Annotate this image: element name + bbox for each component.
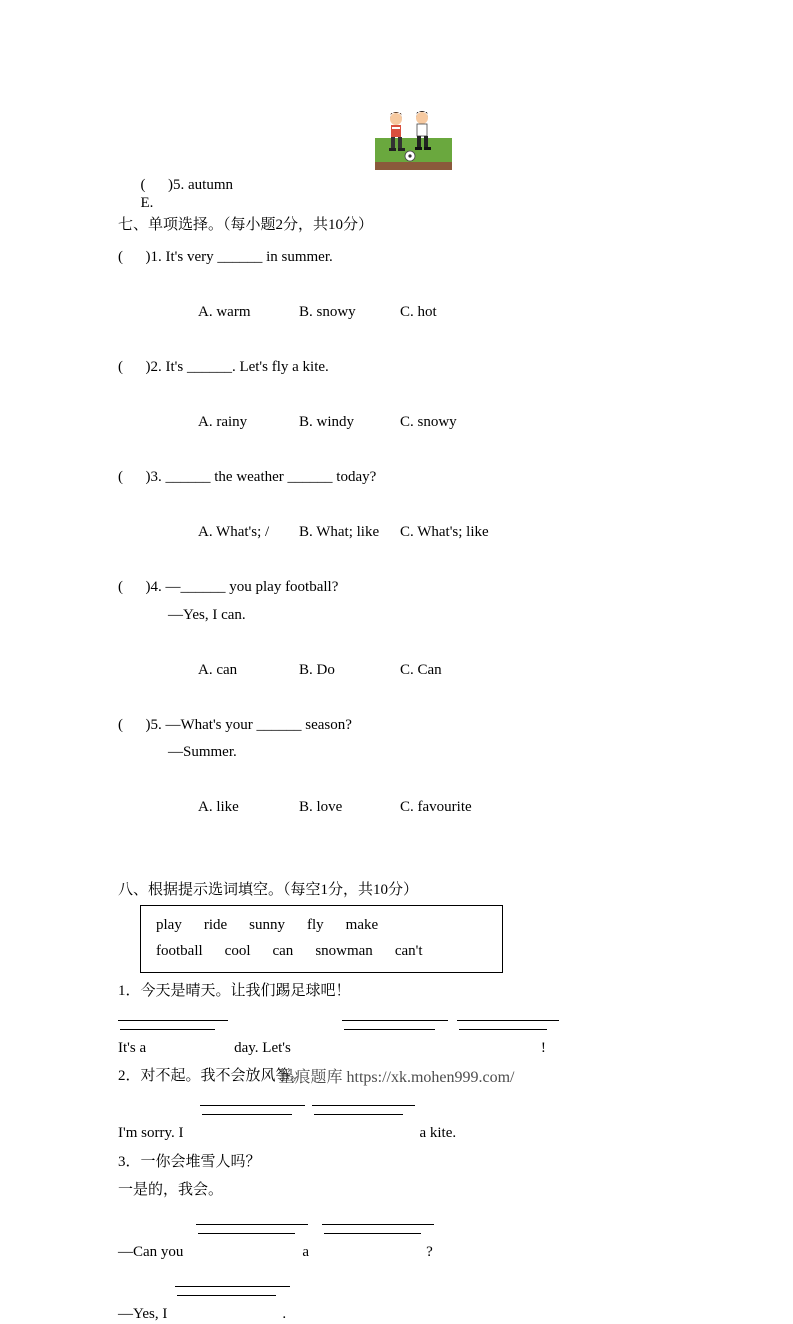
matching-option-e-label: E. bbox=[140, 195, 154, 211]
word-bank-word: snowman bbox=[315, 943, 373, 959]
section8-title: 八、根据提示选词填空。（每空1分，共10分） bbox=[118, 882, 419, 898]
word-bank-word: play bbox=[156, 917, 182, 933]
item3-sentence1-part2: a bbox=[302, 1244, 310, 1260]
answer-blank bbox=[200, 1096, 305, 1115]
q2-option-a: A. rainy bbox=[198, 414, 248, 430]
item3-sentence-2 bbox=[118, 1304, 693, 1324]
item1-sentence-part2: day. Let's bbox=[234, 1040, 291, 1056]
q5-option-b: B. love bbox=[299, 799, 343, 815]
word-bank-word: make bbox=[345, 917, 379, 933]
q3-option-a: A. What's; / bbox=[198, 524, 270, 540]
q1-option-b: B. snowy bbox=[299, 304, 356, 320]
q4-stem: ( )4. —______ you play football? bbox=[118, 579, 339, 595]
q4-option-b: B. Do bbox=[299, 661, 335, 678]
item2-answer-blanks bbox=[200, 1096, 693, 1115]
word-bank-word: cool bbox=[224, 943, 251, 959]
q1-option-c: C. hot bbox=[400, 304, 437, 320]
q3-option-c: C. What's; like bbox=[400, 524, 489, 540]
q4-option-a: A. can bbox=[198, 661, 238, 678]
q4-option-c: C. Can bbox=[400, 661, 442, 678]
section7-title: 七、单项选择。（每小题2分，共10分） bbox=[118, 217, 374, 233]
item1-answer-blanks bbox=[118, 1011, 693, 1030]
blank-line-top bbox=[200, 1096, 305, 1106]
q5-option-a: A. like bbox=[198, 799, 239, 815]
answer-blank bbox=[196, 1215, 308, 1234]
q3-stem: ( )3. ______ the weather ______ today? bbox=[118, 469, 377, 485]
word-bank-word: fly bbox=[307, 917, 324, 933]
q2-option-c: C. snowy bbox=[400, 414, 457, 430]
spacer bbox=[308, 1215, 322, 1234]
matching-item-5-text: ( )5. autumn bbox=[140, 177, 233, 193]
word-bank-word: sunny bbox=[249, 917, 285, 933]
blank-line-bottom bbox=[459, 1021, 547, 1030]
q4-options bbox=[118, 629, 693, 712]
q5-option-c: C. favourite bbox=[400, 799, 472, 815]
answer-blank bbox=[342, 1011, 448, 1030]
blank-line-top bbox=[196, 1215, 308, 1225]
word-bank-word: can't bbox=[394, 943, 423, 959]
blank-line-top bbox=[457, 1011, 559, 1021]
q1-option-a: A. warm bbox=[198, 304, 251, 320]
word-bank-word: can bbox=[272, 943, 294, 959]
kids-playing-football-image bbox=[375, 108, 452, 170]
word-bank-row-1 bbox=[156, 912, 502, 938]
blank-line-top bbox=[342, 1011, 448, 1021]
footer bbox=[0, 1068, 793, 1088]
item3-answer-blanks-2 bbox=[175, 1277, 693, 1296]
word-bank-word: football bbox=[156, 943, 203, 959]
q2-options bbox=[118, 382, 693, 465]
item1-sentence bbox=[118, 1038, 693, 1058]
item2-sentence-part1: I'm sorry. I bbox=[118, 1125, 184, 1141]
spacer bbox=[305, 1096, 312, 1115]
section7-questions bbox=[118, 244, 693, 849]
q2-stem: ( )2. It's ______. Let's fly a kite. bbox=[118, 359, 329, 375]
answer-blank bbox=[312, 1096, 415, 1115]
item3-sentence1-part1: —Can you bbox=[118, 1244, 184, 1260]
word-bank-word: ride bbox=[203, 917, 228, 933]
footer-site-text[interactable]: 墨痕题库 https://xk.mohen999.com/ bbox=[278, 1069, 515, 1086]
word-bank-box bbox=[140, 905, 503, 973]
item1-prompt: 1．今天是晴天。让我们踢足球吧！ bbox=[118, 983, 351, 999]
q2-option-b: B. windy bbox=[299, 414, 355, 430]
blank-line-bottom bbox=[177, 1287, 276, 1296]
blank-line-top bbox=[118, 1011, 228, 1021]
q3-options bbox=[118, 492, 693, 575]
blank-line-top bbox=[312, 1096, 415, 1106]
item1-sentence-part1: It's a bbox=[118, 1040, 147, 1056]
item3-sentence2-part2: . bbox=[282, 1306, 287, 1322]
q5-answer: —Summer. bbox=[168, 744, 237, 760]
item2-sentence-part2: a kite. bbox=[419, 1125, 457, 1141]
blank-line-bottom bbox=[314, 1106, 403, 1115]
spacer bbox=[228, 1011, 342, 1030]
item3-sentence2-part1: —Yes, I bbox=[118, 1306, 168, 1322]
blank-line-bottom bbox=[198, 1225, 294, 1234]
answer-blank bbox=[322, 1215, 434, 1234]
item3-sentence-1 bbox=[118, 1242, 693, 1262]
item2-sentence bbox=[118, 1123, 693, 1143]
blank-line-bottom bbox=[202, 1106, 292, 1115]
q3-option-b: B. What; like bbox=[299, 524, 380, 540]
item1-sentence-part3: ! bbox=[540, 1040, 546, 1056]
word-bank-row-2 bbox=[156, 938, 502, 964]
blank-line-bottom bbox=[324, 1225, 420, 1234]
q5-stem: ( )5. —What's your ______ season? bbox=[118, 716, 352, 733]
item3-prompt-answer: 一是的，我会。 bbox=[118, 1182, 224, 1198]
answer-blank bbox=[175, 1277, 290, 1296]
blank-line-bottom bbox=[344, 1021, 435, 1030]
item3-sentence1-part3: ? bbox=[426, 1244, 433, 1260]
item2-prompt: 2．对不起。我不会放风筝。 bbox=[118, 1068, 306, 1084]
q1-options bbox=[118, 272, 693, 355]
answer-blank bbox=[118, 1011, 228, 1030]
q1-stem: ( )1. It's very ______ in summer. bbox=[118, 249, 333, 265]
q5-options bbox=[118, 767, 693, 850]
spacer bbox=[448, 1011, 457, 1030]
item3-answer-blanks-1 bbox=[196, 1215, 693, 1234]
answer-blank bbox=[457, 1011, 559, 1030]
item3-prompt-question: 3．一你会堆雪人吗？ bbox=[118, 1154, 261, 1170]
q4-answer: —Yes, I can. bbox=[168, 606, 246, 623]
blank-line-bottom bbox=[120, 1021, 215, 1030]
blank-line-top bbox=[175, 1277, 290, 1287]
blank-line-top bbox=[322, 1215, 434, 1225]
